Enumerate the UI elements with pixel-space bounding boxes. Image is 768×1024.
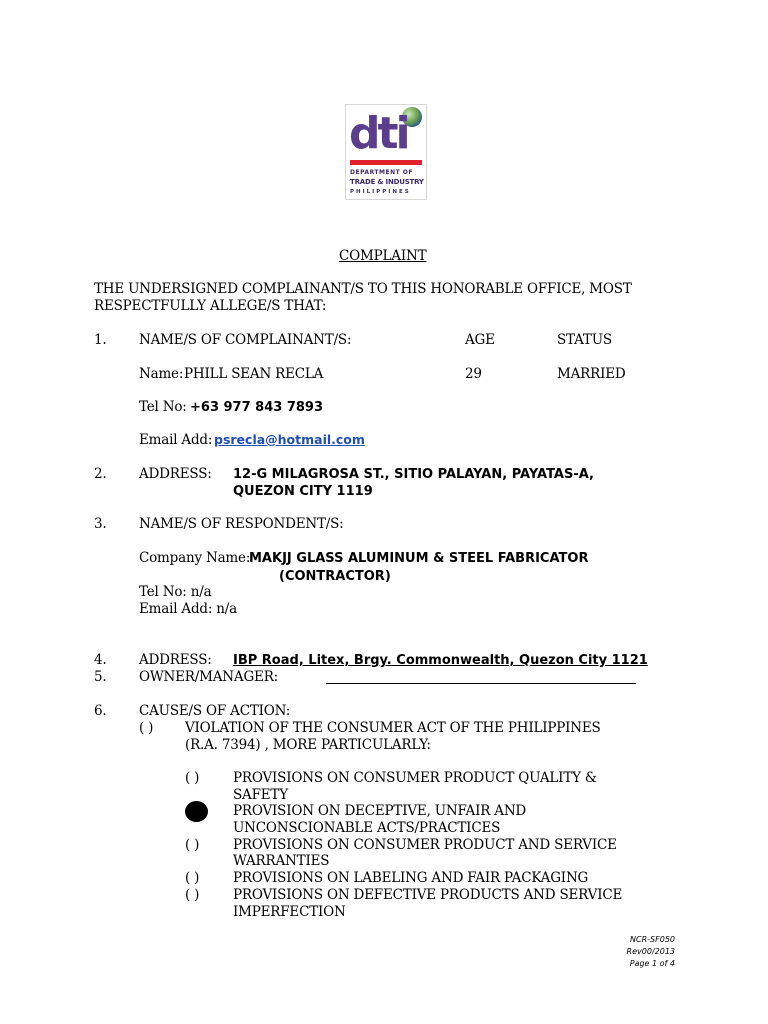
filled-checkbox-mark[interactable] [185, 801, 208, 822]
option-line-1: PROVISIONS ON CONSUMER PRODUCT QUALITY & [233, 770, 597, 786]
form-code: NCR-SF050 [630, 935, 675, 944]
section-4-number: 4. [94, 652, 107, 668]
status-header: STATUS [557, 332, 612, 348]
option-checkbox[interactable]: ( ) [185, 887, 200, 903]
document-title: COMPLAINT [339, 248, 427, 264]
complainant-name: PHILL SEAN RECLA [184, 366, 324, 382]
main-cause-line-2: (R.A. 7394) , MORE PARTICULARLY: [185, 737, 431, 753]
option-line-2: SAFETY [233, 787, 288, 803]
logo-line-3: PHILIPPINES [350, 189, 411, 195]
tel-label: Tel No: [139, 399, 187, 415]
section-3-number: 3. [94, 516, 107, 532]
owner-manager-blank-line [326, 683, 636, 684]
respondent-email: Email Add: n/a [139, 601, 237, 617]
option-checkbox[interactable]: ( ) [185, 837, 200, 853]
company-name-line-1: MAKJJ GLASS ALUMINUM & STEEL FABRICATOR [249, 551, 589, 566]
option-line-1: PROVISIONS ON LABELING AND FAIR PACKAGING [233, 870, 589, 886]
section-1-number: 1. [94, 332, 107, 348]
section-5-number: 5. [94, 669, 107, 685]
option-line-1: PROVISIONS ON DEFECTIVE PRODUCTS AND SERVICE [233, 887, 623, 903]
complainant-address-line-2: QUEZON CITY 1119 [233, 484, 373, 499]
cause-of-action-label: CAUSE/S OF ACTION: [139, 703, 291, 719]
dti-logo [345, 104, 427, 200]
option-line-2: UNCONSCIONABLE ACTS/PRACTICES [233, 820, 501, 836]
main-checkbox[interactable]: ( ) [139, 720, 154, 736]
option-line-2: WARRANTIES [233, 853, 330, 869]
logo-bar [350, 160, 422, 165]
intro-line-1: THE UNDERSIGNED COMPLAINANT/S TO THIS HONORABLE OFFICE, MOST [94, 281, 632, 297]
option-checkbox[interactable]: ( ) [185, 870, 200, 886]
option-line-1: PROVISIONS ON CONSUMER PRODUCT AND SERVICE [233, 837, 617, 853]
complainant-status: MARRIED [557, 366, 626, 382]
complainant-email-link[interactable]: psrecla@hotmail.com [214, 432, 365, 447]
respondent-label: NAME/S OF RESPONDENT/S: [139, 516, 344, 532]
complainant-address-line-1: 12-G MILAGROSA ST., SITIO PALAYAN, PAYATAS-A, [233, 467, 594, 482]
age-header: AGE [465, 332, 495, 348]
option-line-1: PROVISION ON DECEPTIVE, UNFAIR AND [233, 803, 527, 819]
respondent-tel: Tel No: n/a [139, 584, 212, 600]
section-6-number: 6. [94, 703, 107, 719]
email-label: Email Add: [139, 432, 213, 448]
logo-line-2: TRADE & INDUSTRY [350, 178, 424, 186]
company-name-label: Company Name: [139, 550, 251, 566]
page-number: Page 1 of 4 [629, 959, 675, 968]
logo-wordmark: dti [349, 108, 408, 159]
logo-line-1: DEPARTMENT OF [350, 169, 413, 176]
complainant-age: 29 [465, 366, 482, 382]
complainant-tel: +63 977 843 7893 [190, 400, 324, 415]
option-checkbox[interactable]: ( ) [185, 770, 200, 786]
form-revision: Rev00/2013 [626, 947, 675, 956]
main-cause-line-1: VIOLATION OF THE CONSUMER ACT OF THE PHILIPPINES [185, 720, 601, 736]
option-line-2: IMPERFECTION [233, 904, 346, 920]
section-2-number: 2. [94, 466, 107, 482]
owner-manager-label: OWNER/MANAGER: [139, 669, 279, 685]
company-name-line-2: (CONTRACTOR) [279, 569, 391, 584]
complainant-label: NAME/S OF COMPLAINANT/S: [139, 332, 352, 348]
respondent-address: IBP Road, Litex, Brgy. Commonwealth, Quezon City 1121 [233, 653, 648, 668]
respondent-address-label: ADDRESS: [139, 652, 212, 668]
address-label: ADDRESS: [139, 466, 212, 482]
intro-line-2: RESPECTFULLY ALLEGE/S THAT: [94, 298, 327, 314]
name-label: Name: [139, 366, 184, 382]
